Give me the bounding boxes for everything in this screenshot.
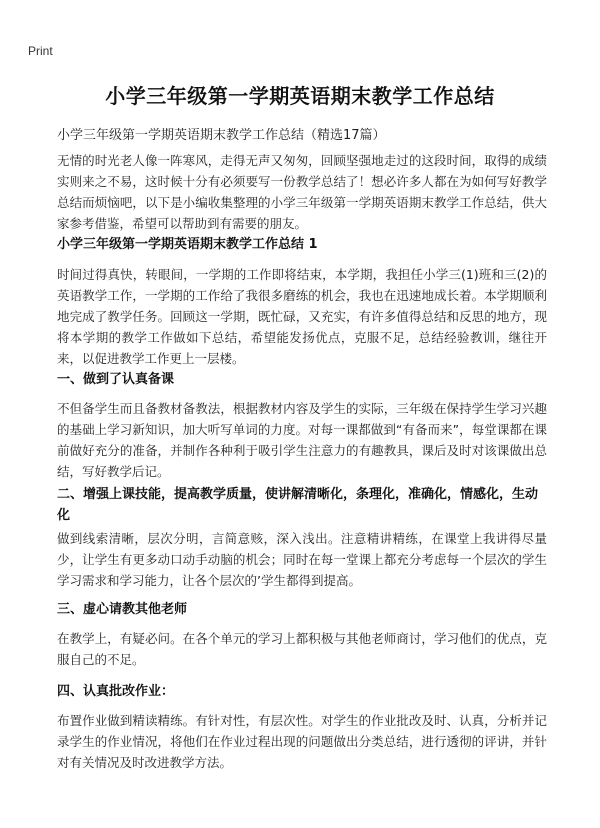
page-title: 小学三年级第一学期英语期末教学工作总结 xyxy=(105,84,495,108)
intro-paragraph: 无情的时光老人像一阵寒风，走得无声又匆匆，回顾坚强地走过的这段时间，取得的成绩实则来之不易，这时候十分有必须要写一份教学总结了！想必许多人都在为如何写好教学总结而烦恼吧，以下是小编收集整理的小学三年级第一学期英语期末教学工作总结，供大家参考借鉴，希望可以帮助到有需要的朋友。 xyxy=(57,153,547,231)
heading-homework: 四、认真批改作业： xyxy=(57,684,175,699)
paragraph-teaching-skills: 做到线索清晰，层次分明，言简意赅，深入浅出。注意精讲精练，在课堂上我讲得尽量少，让学生有更多动口动手动脑的机会；同时在每一堂课上都充分考虑每一个层次的学生学习需求和学习能力，让各个层次的’学生都得到提高。 xyxy=(57,531,547,588)
heading-preparation: 一、做到了认真备课 xyxy=(57,372,175,387)
section-paragraph-1: 时间过得真快，转眼间，一学期的工作即将结束，本学期，我担任小学三(1)班和三(2)的英语教学工作，一学期的工作给了我很多磨练的机会，我也在迅速地成长着。本学期顺利地完成了教学任务。回顾这一学期，既忙碌，又充实，有许多值得总结和反思的地方，现将本学期的教学工作做如下总结，希望能发扬优点，克服不足，总结经验教训，继往开来，以促进教学工作更上一层楼。 xyxy=(57,267,547,366)
heading-teaching-skills: 二、增强上课技能，提高教学质量，使讲解清晰化，条理化，准确化，情感化，生动化 xyxy=(57,487,539,523)
paragraph-preparation: 不但备学生而且备教材备教法，根据教材内容及学生的实际，三年级在保持学生学习兴趣的基础上学习新知识，加大听写单词的力度。对每一课都做到“有备而来”，每堂课都在课前做好充分的准备，并制作各种利于吸引学生注意力的有趣教具，课后及时对该课做出总结，写好教学后记。 xyxy=(57,401,547,479)
print-link[interactable]: Print xyxy=(28,44,53,58)
section-heading-1: 小学三年级第一学期英语期末教学工作总结 1 xyxy=(57,237,318,252)
heading-consult-teachers: 三、虚心请教其他老师 xyxy=(57,602,188,617)
paragraph-consult-teachers: 在教学上，有疑必问。在各个单元的学习上都积极与其他老师商讨，学习他们的优点，克服自己的不足。 xyxy=(57,631,547,667)
page-subtitle: 小学三年级第一学期英语期末教学工作总结（精选17篇） xyxy=(57,128,386,143)
paragraph-homework: 布置作业做到精读精练。有针对性，有层次性。对学生的作业批改及时、认真，分析并记录学生的作业情况，将他们在作业过程出现的问题做出分类总结，进行透彻的评讲，并针对有关情况及时改进教学方法。 xyxy=(57,713,547,770)
